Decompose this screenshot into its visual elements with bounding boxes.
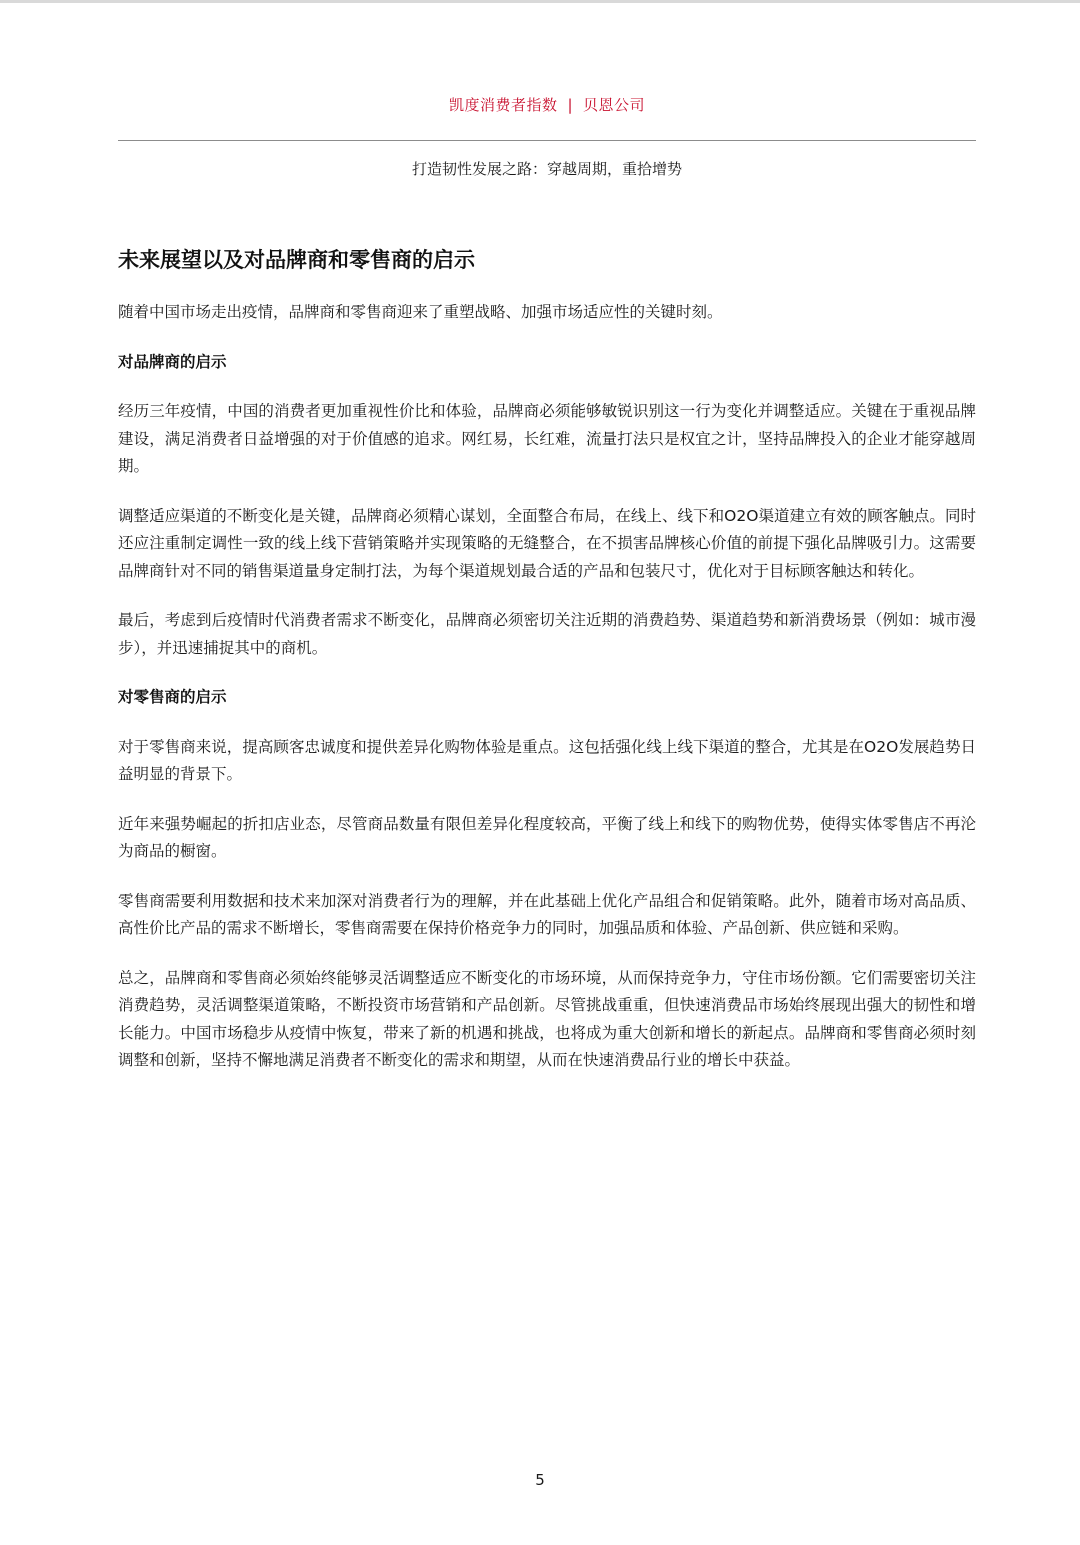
brand-implications-heading: 对品牌商的启示 xyxy=(118,352,227,371)
intro-paragraph: 随着中国市场走出疫情，品牌商和零售商迎来了重塑战略、加强市场适应性的关键时刻。 xyxy=(118,303,723,321)
brand-paragraph: 经历三年疫情，中国的消费者更加重视性价比和体验，品牌商必须能够敏锐识别这一行为变化并调整适应。关键在于重视品牌建设，满足消费者日益增强的对于价值感的追求。网红易，长红难，流量打法只是权宜之计，坚持品牌投入的企业才能穿越周期。 xyxy=(118,402,976,475)
retailer-paragraph: 零售商需要利用数据和技术来加深对消费者行为的理解，并在此基础上优化产品组合和促销策略。此外，随着市场对高品质、高性价比产品的需求不断增长，零售商需要在保持价格竞争力的同时，加强品质和体验、产品创新、供应链和采购。 xyxy=(118,891,976,937)
section-title: 未来展望以及对品牌商和零售商的启示 xyxy=(118,248,475,272)
main-content xyxy=(118,243,976,1097)
brand-paragraph: 最后，考虑到后疫情时代消费者需求不断变化，品牌商必须密切关注近期的消费趋势、渠道趋势和新消费场景（例如：城市漫步），并迅速捕捉其中的商机。 xyxy=(118,611,976,657)
header-separator: | xyxy=(567,96,574,114)
retailer-paragraph: 近年来强势崛起的折扣店业态，尽管商品数量有限但差异化程度较高，平衡了线上和线下的购物优势，使得实体零售店不再沦为商品的橱窗。 xyxy=(118,814,976,860)
report-subtitle: 打造韧性发展之路：穿越周期，重拾增势 xyxy=(411,160,682,178)
retailer-paragraph: 对于零售商来说，提高顾客忠诚度和提供差异化购物体验是重点。这包括强化线上线下渠道的整合，尤其是在O2O发展趋势日益明显的背景下。 xyxy=(118,737,976,783)
conclusion-paragraph: 总之，品牌商和零售商必须始终能够灵活调整适应不断变化的市场环境，从而保持竞争力，守住市场份额。它们需要密切关注消费趋势，灵活调整渠道策略，不断投资市场营销和产品创新。尽管挑战重重，但快速消费品市场始终展现出强大的韧性和增长能力。中国市场稳步从疫情中恢复，带来了新的机遇和挑战，也将成为重大创新和增长的新起点。品牌商和零售商必须时刻调整和创新，坚持不懈地满足消费者不断变化的需求和期望，从而在快速消费品行业的增长中获益。 xyxy=(118,968,976,1069)
header-publisher-bain: 贝恩公司 xyxy=(583,96,646,114)
retailer-implications-heading: 对零售商的启示 xyxy=(118,688,227,706)
report-header xyxy=(118,92,976,118)
header-publisher-kantar: 凯度消费者指数 xyxy=(448,96,558,114)
header-divider xyxy=(118,140,976,141)
brand-paragraph: 调整适应渠道的不断变化是关键，品牌商必须精心谋划，全面整合布局，在线上、线下和O2O渠道建立有效的顾客触点。同时还应注重制定调性一致的线上线下营销策略并实现策略的无缝整合，在不损害品牌核心价值的前提下强化品牌吸引力。这需要品牌商针对不同的销售渠道量身定制打法，为每个渠道规划最合适的产品和包装尺寸，优化对于目标顾客触达和转化。 xyxy=(118,506,976,580)
page-top-edge xyxy=(0,0,1080,3)
page-number: 5 xyxy=(535,1471,545,1489)
